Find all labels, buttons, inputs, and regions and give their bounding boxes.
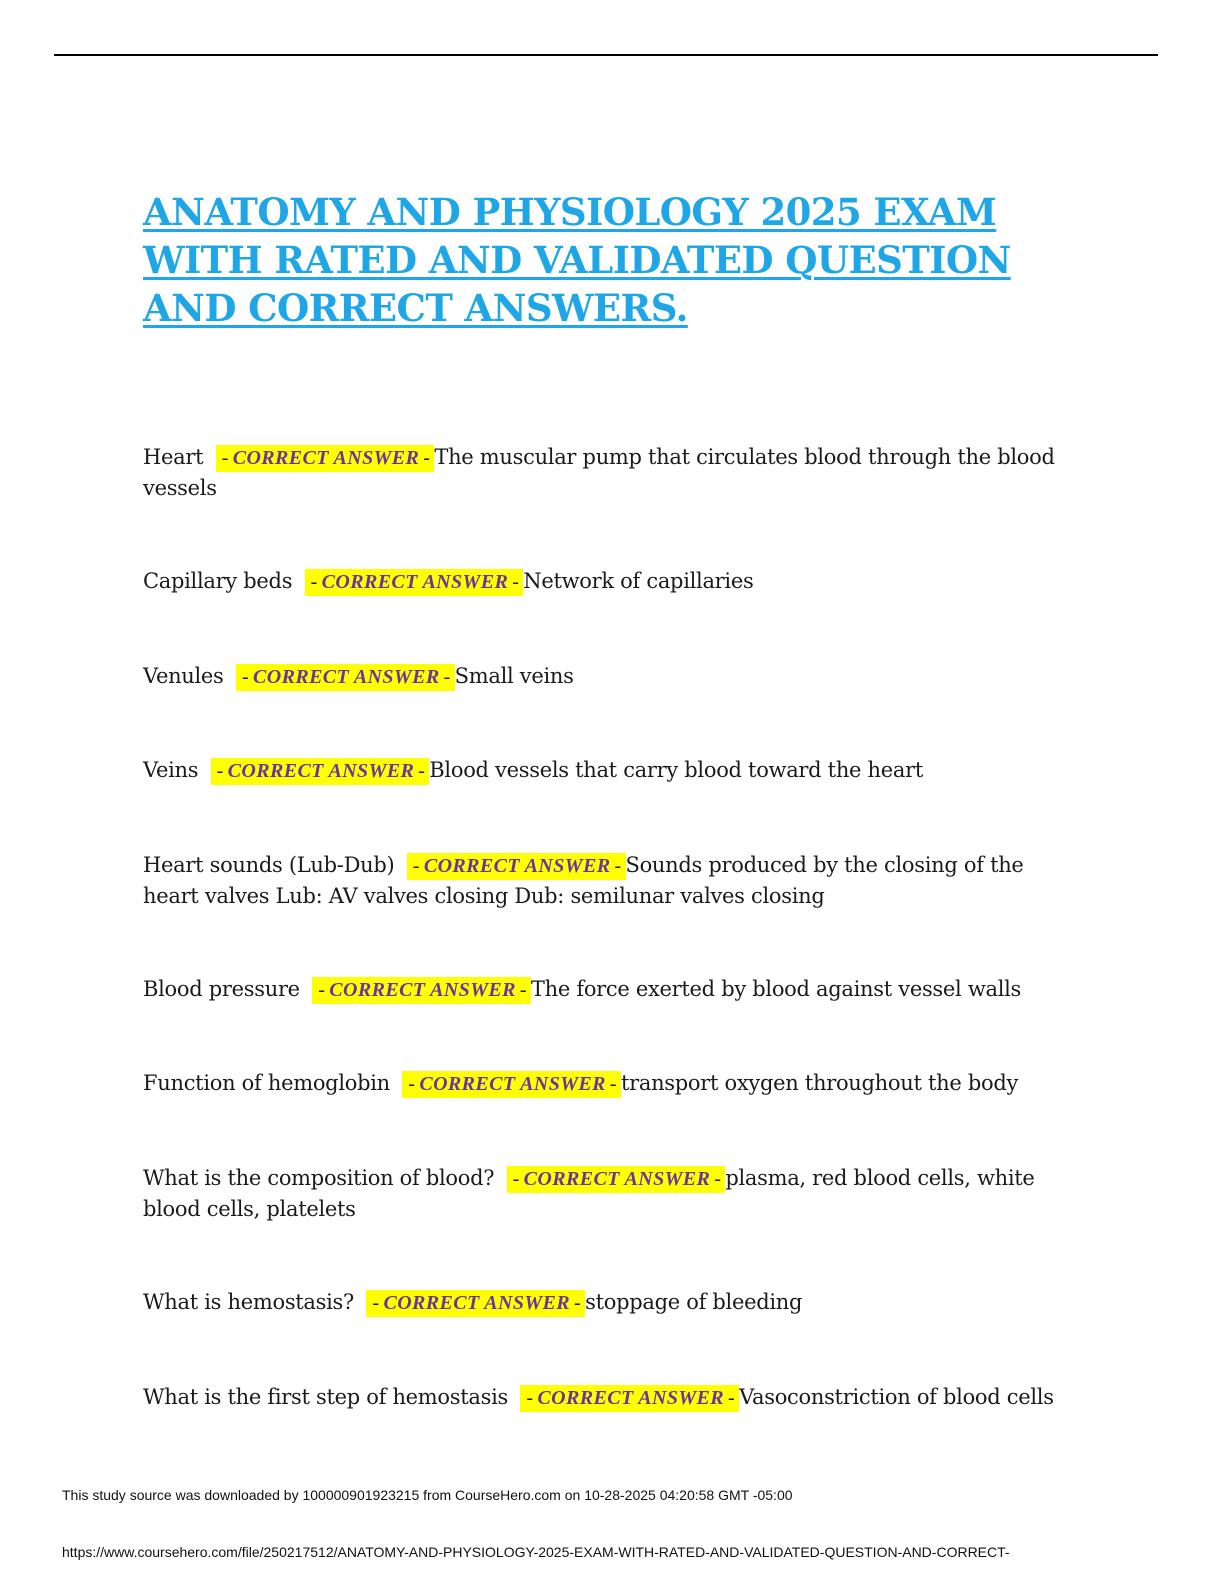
qa-answer: The muscular pump that circulates blood through the blood vessels [143,445,1055,500]
correct-answer-tag: - CORRECT ANSWER - [366,1290,585,1317]
download-note: This study source was downloaded by 100000901923215 from CourseHero.com on 10-28-2025 04:20:58 GMT -05:00 [62,1487,793,1503]
qa-item [143,1068,1083,1099]
qa-answer: stoppage of bleeding [585,1290,803,1314]
qa-answer: Small veins [454,664,574,688]
qa-term: Function of hemoglobin [143,1071,390,1095]
qa-term: Heart [143,445,204,469]
source-url[interactable]: https://www.coursehero.com/file/250217512/ANATOMY-AND-PHYSIOLOGY-2025-EXAM-WITH-RATED-AND-VALIDATED-QUESTION-AND-CORRECT- [62,1544,1010,1560]
qa-term: Blood pressure [143,977,300,1001]
qa-term: What is the first step of hemostasis [143,1385,508,1409]
qa-item [143,442,1083,503]
qa-term: Heart sounds (Lub-Dub) [143,853,395,877]
correct-answer-tag: - CORRECT ANSWER - [305,569,524,596]
correct-answer-tag: - CORRECT ANSWER - [402,1071,621,1098]
qa-term: Veins [143,758,199,782]
document-title[interactable]: ANATOMY AND PHYSIOLOGY 2025 EXAM WITH RATED AND VALIDATED QUESTION AND CORRECT ANSWERS. [143,190,1011,330]
qa-term: Capillary beds [143,569,293,593]
correct-answer-tag: - CORRECT ANSWER - [211,758,430,785]
correct-answer-tag: - CORRECT ANSWER - [407,853,626,880]
qa-item [143,755,1083,786]
qa-answer: Network of capillaries [523,569,754,593]
qa-item [143,1382,1083,1413]
qa-answer: Vasoconstriction of blood cells [739,1385,1054,1409]
qa-answer: The force exerted by blood against vessel walls [530,977,1022,1001]
qa-answer: plasma, red blood cells, white blood cells, platelets [143,1166,1035,1221]
qa-answer: transport oxygen throughout the body [620,1071,1019,1095]
correct-answer-tag: - CORRECT ANSWER - [312,977,531,1004]
qa-term: Venules [143,664,224,688]
qa-item [143,974,1083,1005]
correct-answer-tag: - CORRECT ANSWER - [236,664,455,691]
qa-answer: Blood vessels that carry blood toward the heart [429,758,924,782]
qa-answer: Sounds produced by the closing of the heart valves Lub: AV valves closing Dub: semilunar valves closing [143,853,1024,908]
top-rule [54,54,1158,56]
qa-item [143,850,1083,911]
correct-answer-tag: - CORRECT ANSWER - [216,445,435,472]
qa-item [143,1287,1083,1318]
qa-item [143,566,1083,597]
correct-answer-tag: - CORRECT ANSWER - [507,1166,726,1193]
qa-term: What is the composition of blood? [143,1166,495,1190]
qa-item [143,661,1083,692]
qa-item [143,1163,1083,1224]
correct-answer-tag: - CORRECT ANSWER - [520,1385,739,1412]
qa-term: What is hemostasis? [143,1290,354,1314]
